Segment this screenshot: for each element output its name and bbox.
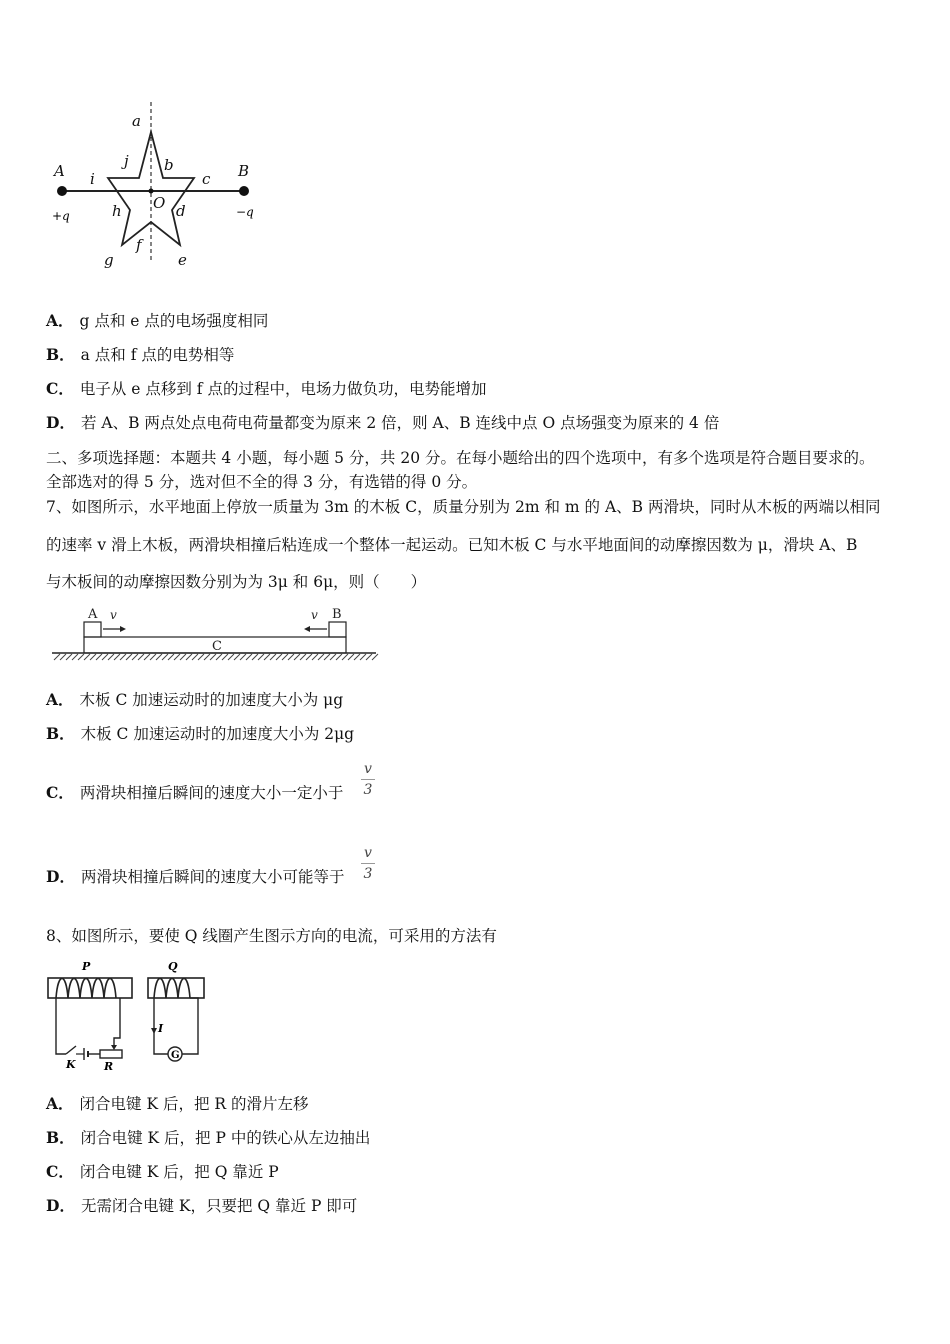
star-field-figure <box>46 100 266 275</box>
charge-A-dot <box>57 186 67 196</box>
Q-circuit-wire-right <box>182 998 198 1054</box>
label-h: h <box>112 202 122 220</box>
resistor-R <box>100 1050 122 1058</box>
q6-option-d: D． 若 A、B 两点处点电荷电荷量都变为原来 2 倍，则 A、B 连线中点 O 点场强变为原来的 4 倍 <box>46 413 720 432</box>
current-arrow <box>151 1028 157 1034</box>
label-R: R <box>104 1060 114 1073</box>
slider-R <box>111 1045 117 1050</box>
label-A: A <box>54 162 65 180</box>
q6-option-a: A． g 点和 e 点的电场强度相同 <box>46 311 269 330</box>
section2-line1: 二、多项选择题：本题共 4 小题，每小题 5 分，共 20 分。在每小题给出的四个选项中，有多个选项是符合题目要求的。 <box>46 449 875 467</box>
label-g: g <box>104 251 114 269</box>
label-I: I <box>158 1022 164 1035</box>
coils-circuit-figure <box>44 958 214 1073</box>
label-f: f <box>136 236 142 254</box>
q7-option-d: D． 两滑块相撞后瞬间的速度大小可能等于 <box>46 867 345 886</box>
label-v-left: v <box>110 608 117 622</box>
block-B <box>329 622 346 637</box>
arrow-A-head <box>120 626 126 632</box>
q8-option-d: D． 无需闭合电键 K，只要把 Q 靠近 P 即可 <box>46 1196 358 1215</box>
fraction-v-over-3-d: v 3 <box>361 845 375 882</box>
q8-stem: 8、如图所示，要使 Q 线圈产生图示方向的电流，可采用的方法有 <box>46 927 497 945</box>
section2-line2: 全部选对的得 5 分，选对但不全的得 3 分，有选错的得 0 分。 <box>46 473 478 491</box>
arrow-B-head <box>304 626 310 632</box>
label-v-right: v <box>311 608 318 622</box>
ground-hatching <box>54 654 378 660</box>
P-circuit-wire <box>56 998 66 1054</box>
q6-option-b: B． a 点和 f 点的电势相等 <box>46 345 235 364</box>
coil-P-windings <box>56 979 116 999</box>
label-O: O <box>153 194 166 212</box>
charge-B-dot <box>239 186 249 196</box>
board-blocks-figure <box>50 602 380 664</box>
q7-stem-line3: 与木板间的动摩擦因数分别为为 3μ 和 6μ，则（ ） <box>46 573 427 591</box>
q6-option-c: C． 电子从 e 点移到 f 点的过程中，电场力做负功，电势能增加 <box>46 379 487 398</box>
fraction-v-over-3-c: v 3 <box>361 761 375 798</box>
q7-option-b: B． 木板 C 加速运动时的加速度大小为 2μg <box>46 724 355 743</box>
coil-Q-windings <box>154 979 190 999</box>
q7-stem-line2: 的速率 v 滑上木板，两滑块相撞后粘连成一个整体一起运动。已知木板 C 与水平地面间的动摩擦因数为 μ，滑块 A、B <box>46 536 858 554</box>
label-P: P <box>82 960 91 973</box>
P-circuit-wire-right <box>114 998 120 1046</box>
label-a: a <box>132 112 141 130</box>
q8-option-a: A． 闭合电键 K 后，把 R 的滑片左移 <box>46 1094 309 1113</box>
label-d: d <box>176 202 186 220</box>
center-O-dot <box>149 189 154 194</box>
label-b: b <box>164 156 174 174</box>
switch-K <box>66 1046 76 1054</box>
q8-option-c: C． 闭合电键 K 后，把 Q 靠近 P <box>46 1162 279 1181</box>
label-minus-q: −q <box>236 205 254 219</box>
label-block-B: B <box>332 607 342 622</box>
label-c: c <box>202 170 211 188</box>
block-A <box>84 622 101 637</box>
label-block-A: A <box>88 607 98 622</box>
label-j: j <box>124 152 129 170</box>
label-plus-q: +q <box>52 209 70 223</box>
label-i: i <box>90 170 95 188</box>
label-K: K <box>66 1058 76 1071</box>
q7-option-a: A． 木板 C 加速运动时的加速度大小为 μg <box>46 690 344 709</box>
label-C: C <box>212 639 222 654</box>
label-Q: Q <box>168 960 178 973</box>
q8-option-b: B． 闭合电键 K 后，把 P 中的铁心从左边抽出 <box>46 1128 371 1147</box>
label-G: G <box>171 1050 180 1061</box>
label-e: e <box>178 251 187 269</box>
label-B: B <box>238 162 250 180</box>
q7-option-c: C． 两滑块相撞后瞬间的速度大小一定小于 <box>46 783 344 802</box>
q7-stem-line1: 7、如图所示，水平地面上停放一质量为 3m 的木板 C，质量分别为 2m 和 m 的 A、B 两滑块，同时从木板的两端以相同 <box>46 498 881 516</box>
